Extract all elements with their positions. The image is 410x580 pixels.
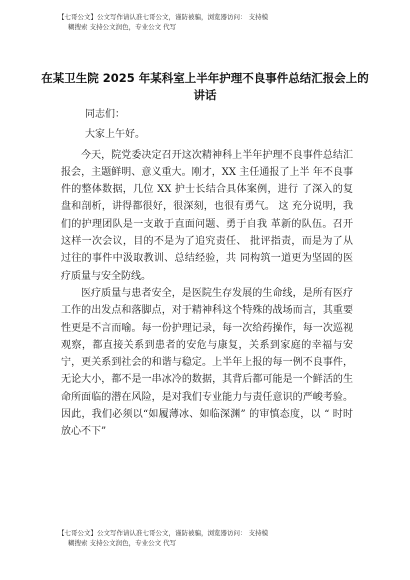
footer-note-line-1: 【七哥公文】公文写作请认准七哥公文，谨防被骗，浏览器访问： 支持模 <box>58 529 269 537</box>
header-watermark-note <box>58 12 378 32</box>
document-title: 在某卫生院 2025 年某科室上半年护理不良事件总结汇报会上的讲话 <box>41 71 369 102</box>
document-body <box>61 106 353 441</box>
header-note-line-2: 糊搜索 支持公文润色，专业公文 代写 <box>68 23 177 31</box>
greeting: 大家上午好。 <box>85 129 145 141</box>
salutation: 同志们： <box>85 109 125 120</box>
paragraph-1: 今天，院党委决定召开这次精神科上半年护理不良事件总结汇报会，主题鲜明、意义重大。刚才，XX 主任通报了上半 年不良事件的整体数据，几位 XX 护士长结合具体案例，进行 了深入的复盘和剖析，讲得都很好，很深刻，也很有勇气。 这 充分说明，我们的护理团队是一支敢于直面问题、勇于自我 革新的队伍。召开这样一次会议，目的不是为了追究责任、 批评指责，而是为了从过往的事件中汲取教训、总结经验，共 同构筑一道更为坚固的医疗质量与安全防线。 <box>61 149 353 282</box>
header-note-line-1: 【七哥公文】公文写作请认准七哥公文，谨防被骗，浏览器访问： 支持模 <box>58 13 269 21</box>
footer-watermark-note <box>58 528 378 548</box>
paragraph-2: 医疗质量与患者安全，是医院生存发展的生命线，是所有医疗工作的出发点和落脚点，对于精神科这个特殊的战场而言，其重要性更是不言而喻。每一份护理记录，每一次给药操作，每一次巡视观察，都直接关系到患者的安危与康复，关系到家庭的幸福与安宁，更关系到社会的和谐与稳定。上半年上报的每一例不良事件，无论大小，都不是一串冰冷的数据，其背后都可能是一个鲜活的生命所面临的潜在风险，是对我们专业能力与责任意识的严峻考验。 因此，我们必须以“如履薄冰、如临深渊” 的审慎态度，以 “ 时时放心不下” <box>61 287 353 438</box>
footer-note-line-2: 糊搜索 支持公文润色，专业公文 代写 <box>68 539 177 547</box>
